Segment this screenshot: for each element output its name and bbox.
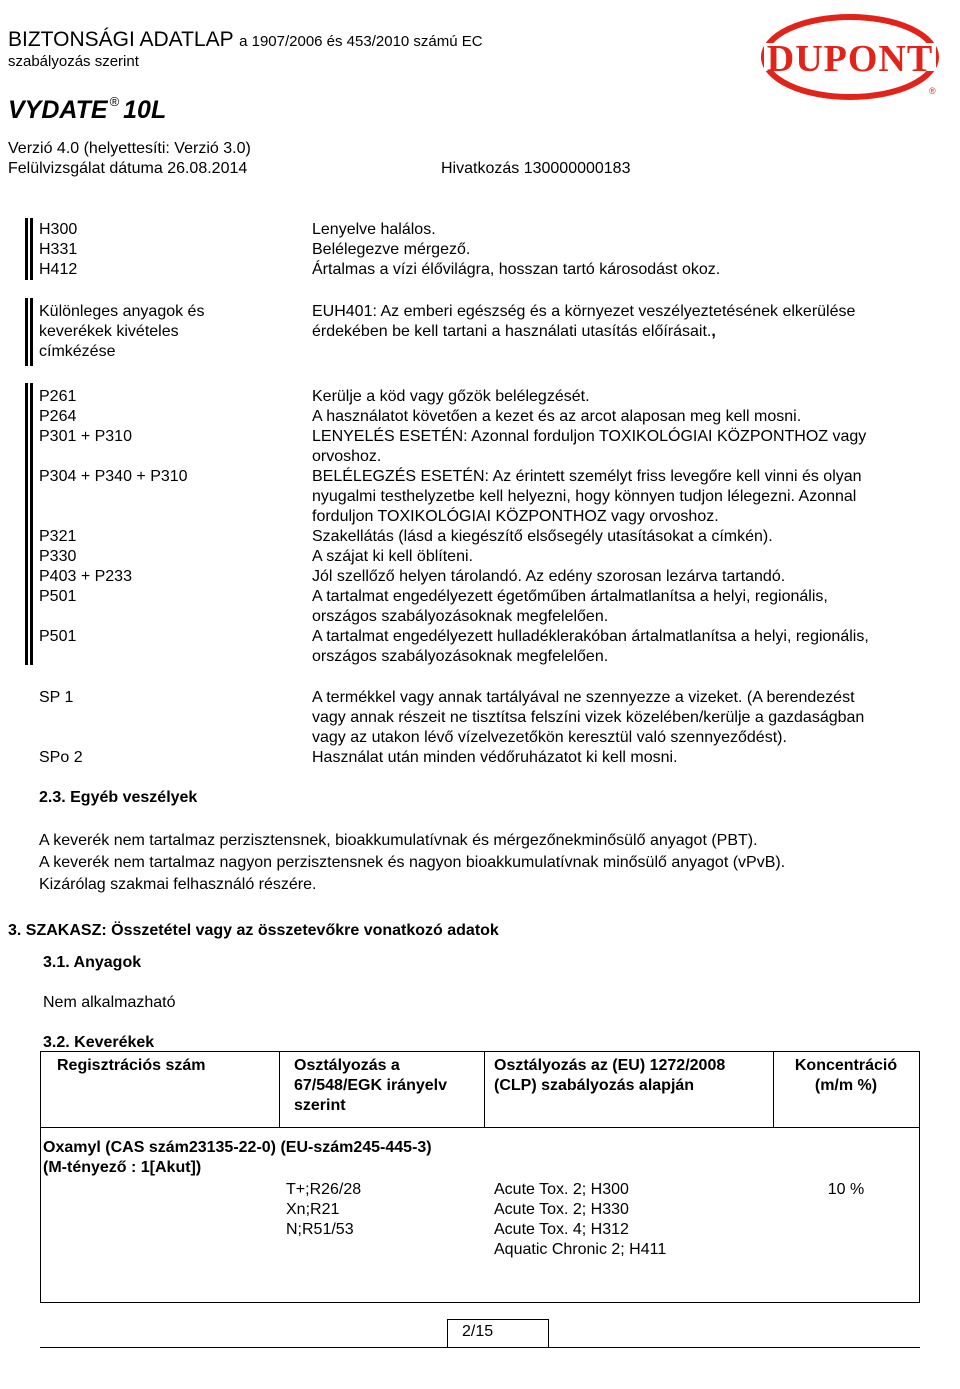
registered-mark: ® (109, 94, 120, 109)
section-3-1-text: Nem alkalmazható (43, 994, 176, 1011)
left-bar-euh-2 (30, 298, 33, 366)
precaution-text-line: A tartalmat engedélyezett hulladéklerakóban ártalmatlanítsa a helyi, regionális, (312, 628, 869, 645)
special-label-text (312, 302, 855, 342)
clp-classification: Aquatic Chronic 2; H411 (494, 1241, 667, 1258)
substance-name-line: (M-tényező : 1[Akut]) (43, 1159, 202, 1176)
hazard-code-list (39, 220, 77, 280)
hazard-text-list (312, 220, 720, 280)
precaution-code: P301 + P310 (39, 428, 132, 445)
special-label-heading (39, 302, 204, 362)
dupont-logo (760, 14, 940, 100)
sp-text-line: vagy annak részeit ne tisztítsa felszíni vizek közelében/kerülje a gazdaságban (312, 709, 865, 726)
precaution-code: P304 + P340 + P310 (39, 468, 188, 485)
document-title-line2: szabályozás szerint (8, 53, 139, 70)
svg-text:DUPONT: DUPONT (766, 38, 934, 80)
precaution-text-line: forduljon TOXIKOLÓGIAI KÖZPONTHOZ vagy orvoshoz. (312, 508, 719, 525)
hazard-text: Ártalmas a vízi élővilágra, hosszan tartó károsodást okoz. (312, 261, 721, 278)
hazard-text: Belélegezve mérgező. (312, 241, 471, 258)
page-number: 2/15 (462, 1323, 494, 1340)
table-cell-clp (494, 1180, 666, 1260)
table-border-bottom (40, 1302, 920, 1303)
precaution-code: P264 (39, 408, 77, 425)
sp-text: Használat után minden védőruházatot ki kell mosni. (312, 749, 678, 766)
document-title (8, 28, 483, 52)
special-label-text-line: érdekében be kell tartani a használati utasítás előírásait. (312, 323, 712, 340)
table-header-dsd (294, 1056, 447, 1116)
reference-number: Hivatkozás 130000000183 (441, 160, 631, 177)
table-header-line: Osztályozás az (EU) 1272/2008 (494, 1057, 726, 1074)
precaution-text: Jól szellőző helyen tárolandó. Az edény szorosan lezárva tartandó. (312, 568, 786, 585)
table-header-line: (m/m %) (814, 1077, 878, 1094)
product-name-main: VYDATE (8, 96, 108, 124)
precaution-code: P403 + P233 (39, 568, 132, 585)
precaution-code: P501 (39, 628, 77, 645)
precaution-code: P321 (39, 528, 77, 545)
precaution-text: Szakellátás (lásd a kiegészítő elsősegély utasításokat a címkén). (312, 528, 773, 545)
precaution-text-line: országos szabályozásoknak megfelelően. (312, 608, 609, 625)
section-2-3-line: A keverék nem tartalmaz nagyon perzisztensnek és nagyon bioakkumulatívnak minősülő anyagot (vPvB). (39, 854, 786, 871)
substance-name (43, 1138, 432, 1178)
section-3-heading: 3. SZAKASZ: Összetétel vagy az összetevőkre vonatkozó adatok (8, 922, 499, 939)
substance-name-line: Oxamyl (CAS szám23135-22-0) (EU-szám245-445-3) (43, 1139, 432, 1156)
product-name-suffix: 10L (123, 96, 167, 124)
precaution-code: P501 (39, 588, 77, 605)
section-2-3-body (39, 830, 785, 896)
hazard-code: H331 (39, 241, 78, 258)
precaution-text-line: BELÉLEGZÉS ESETÉN: Az érintett személyt friss levegőre kell vinni és olyan (312, 468, 862, 485)
left-bar-h (25, 218, 28, 280)
precaution-text (312, 427, 866, 467)
sp-text (312, 688, 864, 748)
table-header-line: szerint (294, 1097, 346, 1114)
sp-text-line: A termékkel vagy annak tartályával ne szennyezze a vizeket. (A berendezést (312, 689, 855, 706)
special-label-line: címkézése (39, 343, 116, 360)
special-label-text-line: EUH401: Az emberi egészség és a környezet veszélyeztetésének elkerülése (312, 303, 856, 320)
left-bar-h-2 (30, 218, 33, 280)
document-title-main: BIZTONSÁGI ADATLAP (8, 28, 234, 51)
precaution-text-line: A tartalmat engedélyezett égetőműben ártalmatlanítsa a helyi, regionális, (312, 588, 828, 605)
revision-date: Felülvizsgálat dátuma 26.08.2014 (8, 160, 248, 177)
dsd-classification: N;R51/53 (286, 1221, 354, 1238)
precaution-text-line: LENYELÉS ESETÉN: Azonnal forduljon TOXIKOLÓGIAI KÖZPONTHOZ vagy (312, 428, 867, 445)
table-header-line: (CLP) szabályozás alapján (494, 1077, 695, 1094)
left-bar-p-2 (30, 383, 33, 665)
table-header-concentration (773, 1056, 919, 1096)
section-2-3-line: Kizárólag szakmai felhasználó részére. (39, 876, 317, 893)
left-bar-euh (25, 298, 28, 366)
document-title-sub: a 1907/2006 és 453/2010 számú EC (239, 33, 483, 50)
precaution-text-line: orvoshoz. (312, 448, 382, 465)
precaution-text: A szájat ki kell öblíteni. (312, 548, 473, 565)
hazard-code: H412 (39, 261, 78, 278)
clp-classification: Acute Tox. 2; H300 (494, 1181, 629, 1198)
dsd-classification: T+;R26/28 (286, 1181, 362, 1198)
version-info: Verzió 4.0 (helyettesíti: Verzió 3.0) (8, 140, 251, 157)
precaution-text (312, 467, 862, 527)
product-name (8, 94, 166, 125)
hazard-code: H300 (39, 221, 78, 238)
table-cell-concentration: 10 % (827, 1181, 865, 1198)
dsd-classification: Xn;R21 (286, 1201, 340, 1218)
svg-text:®: ® (929, 86, 936, 96)
table-header-clp (494, 1056, 725, 1096)
precaution-text (312, 627, 869, 667)
precaution-code: P330 (39, 548, 77, 565)
table-col-divider (279, 1051, 280, 1128)
sp-code: SP 1 (39, 689, 74, 706)
footer-line (40, 1347, 920, 1348)
table-header-line: Regisztrációs szám (57, 1057, 206, 1074)
precaution-text-line: országos szabályozásoknak megfelelően. (312, 648, 609, 665)
table-cell-dsd (286, 1180, 361, 1240)
table-col-divider (484, 1051, 485, 1128)
special-label-line: Különleges anyagok és (39, 303, 205, 320)
section-3-1-heading: 3.1. Anyagok (43, 954, 142, 971)
precaution-text (312, 587, 828, 627)
precaution-text-line: nyugalmi testhelyzetbe kell helyezni, hogy könnyen tudjon lélegezni. Azonnal (312, 488, 857, 505)
table-border-top (40, 1051, 920, 1052)
table-border-left (40, 1051, 41, 1303)
clp-classification: Acute Tox. 4; H312 (494, 1221, 629, 1238)
precaution-text: A használatot követően a kezet és az arcot alaposan meg kell mosni. (312, 408, 802, 425)
clp-classification: Acute Tox. 2; H330 (494, 1201, 629, 1218)
table-header-line: Koncentráció (794, 1057, 898, 1074)
hazard-text: Lenyelve halálos. (312, 221, 436, 238)
precaution-code: P261 (39, 388, 77, 405)
table-header-line: 67/548/EGK irányelv (294, 1077, 447, 1094)
sp-code: SPo 2 (39, 749, 83, 766)
table-border-right (919, 1051, 920, 1303)
table-header-line: Osztályozás a (294, 1057, 400, 1074)
special-label-line: keverékek kivételes (39, 323, 179, 340)
special-label-text-suffix: , (711, 323, 716, 340)
table-border-mid (40, 1127, 920, 1128)
table-header-registration (57, 1056, 206, 1076)
section-2-3-heading: 2.3. Egyéb veszélyek (39, 789, 198, 806)
sp-text-line: vagy az utakon lévő vízelvezetőkön keresztül való szennyeződést). (312, 729, 787, 746)
left-bar-p (25, 383, 28, 665)
section-2-3-line: A keverék nem tartalmaz perzisztensnek, bioakkumulatívnak és mérgezőnekminősülő anyagot (PBT). (39, 832, 758, 849)
precaution-text: Kerülje a köd vagy gőzök belélegzését. (312, 388, 590, 405)
section-3-2-heading: 3.2. Keverékek (43, 1034, 155, 1051)
